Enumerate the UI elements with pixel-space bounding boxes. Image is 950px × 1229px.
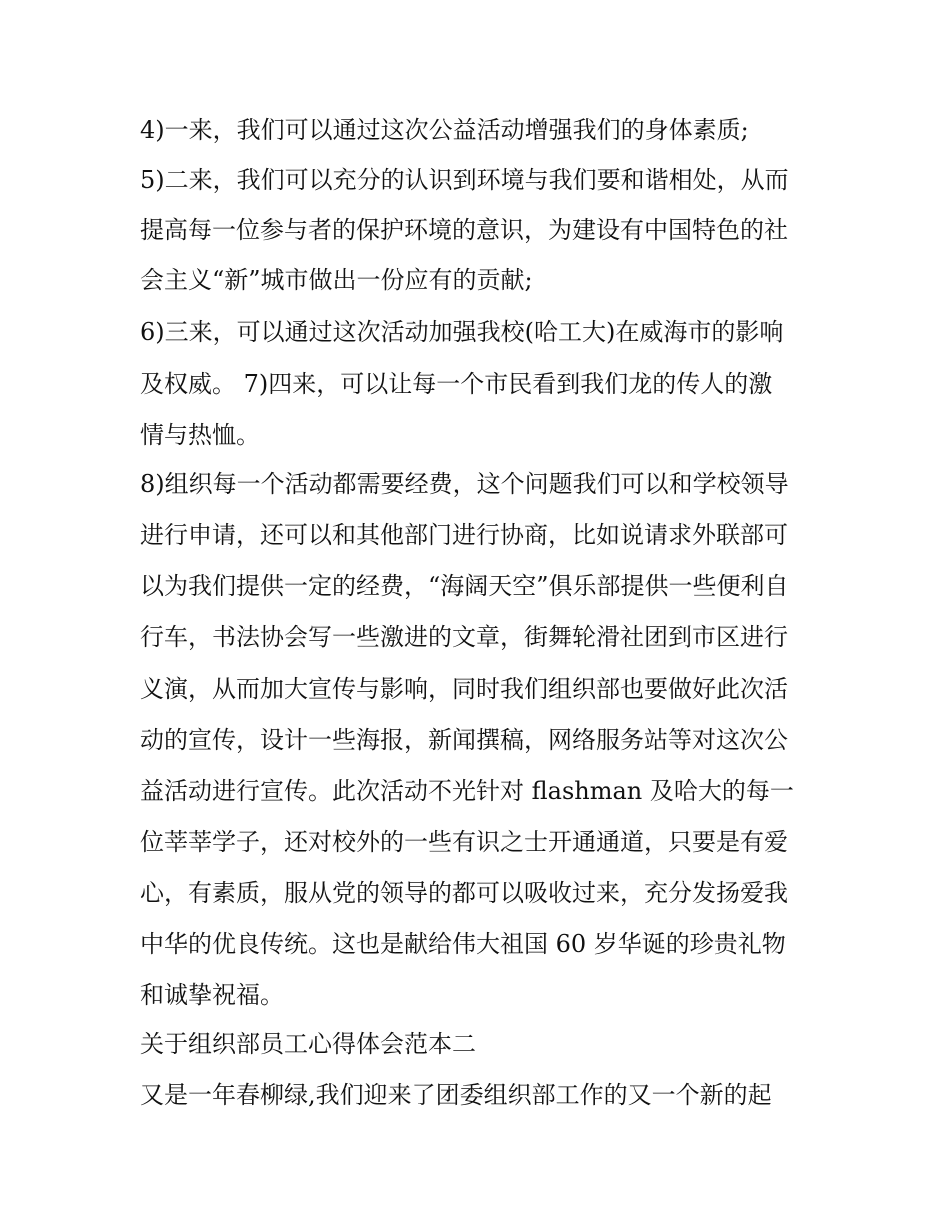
text-line: 和诚挚祝福。: [140, 981, 284, 1009]
text-line: 5)二来，我们可以充分的认识到环境与我们要和谐相处，从而: [140, 166, 789, 194]
text-line: 情与热恤。: [140, 421, 260, 449]
text-line: 会主义“新”城市做出一份应有的贡献;: [140, 266, 533, 294]
text-line: 进行申请，还可以和其他部门进行协商，比如说请求外联部可: [140, 521, 788, 549]
text-line: 中华的优良传统。这也是献给伟大祖国 60 岁华诞的珍贵礼物: [140, 930, 786, 958]
section-heading: 关于组织部员工心得体会范本二: [140, 1030, 476, 1058]
text-line: 动的宣传，设计一些海报，新闻撰稿，网络服务站等对这次公: [140, 726, 788, 754]
text-line: 以为我们提供一定的经费，“海阔天空”俱乐部提供一些便利自: [140, 572, 789, 600]
text-line: 提高每一位参与者的保护环境的意识，为建设有中国特色的社: [140, 216, 788, 244]
text-line: 位莘莘学子，还对校外的一些有识之士开通通道，只要是有爱: [140, 828, 788, 856]
text-line: 又是一年春柳绿,我们迎来了团委组织部工作的又一个新的起: [140, 1081, 772, 1109]
text-line: 8)组织每一个活动都需要经费，这个问题我们可以和学校领导: [140, 470, 789, 498]
text-line: 及权威。 7)四来，可以让每一个市民看到我们龙的传人的激: [140, 370, 773, 398]
text-line: 义演，从而加大宣传与影响，同时我们组织部也要做好此次活: [140, 675, 788, 703]
text-line: 6)三来，可以通过这次活动加强我校(哈工大)在威海市的影响: [140, 318, 784, 346]
text-line: 行车，书法协会写一些激进的文章，街舞轮滑社团到市区进行: [140, 623, 788, 651]
text-line: 益活动进行宣传。此次活动不光针对 flashman 及哈大的每一: [140, 777, 794, 805]
text-line: 心，有素质，服从党的领导的都可以吸收过来，充分发扬爱我: [140, 879, 788, 907]
text-line: 4)一来，我们可以通过这次公益活动增强我们的身体素质;: [140, 116, 749, 144]
